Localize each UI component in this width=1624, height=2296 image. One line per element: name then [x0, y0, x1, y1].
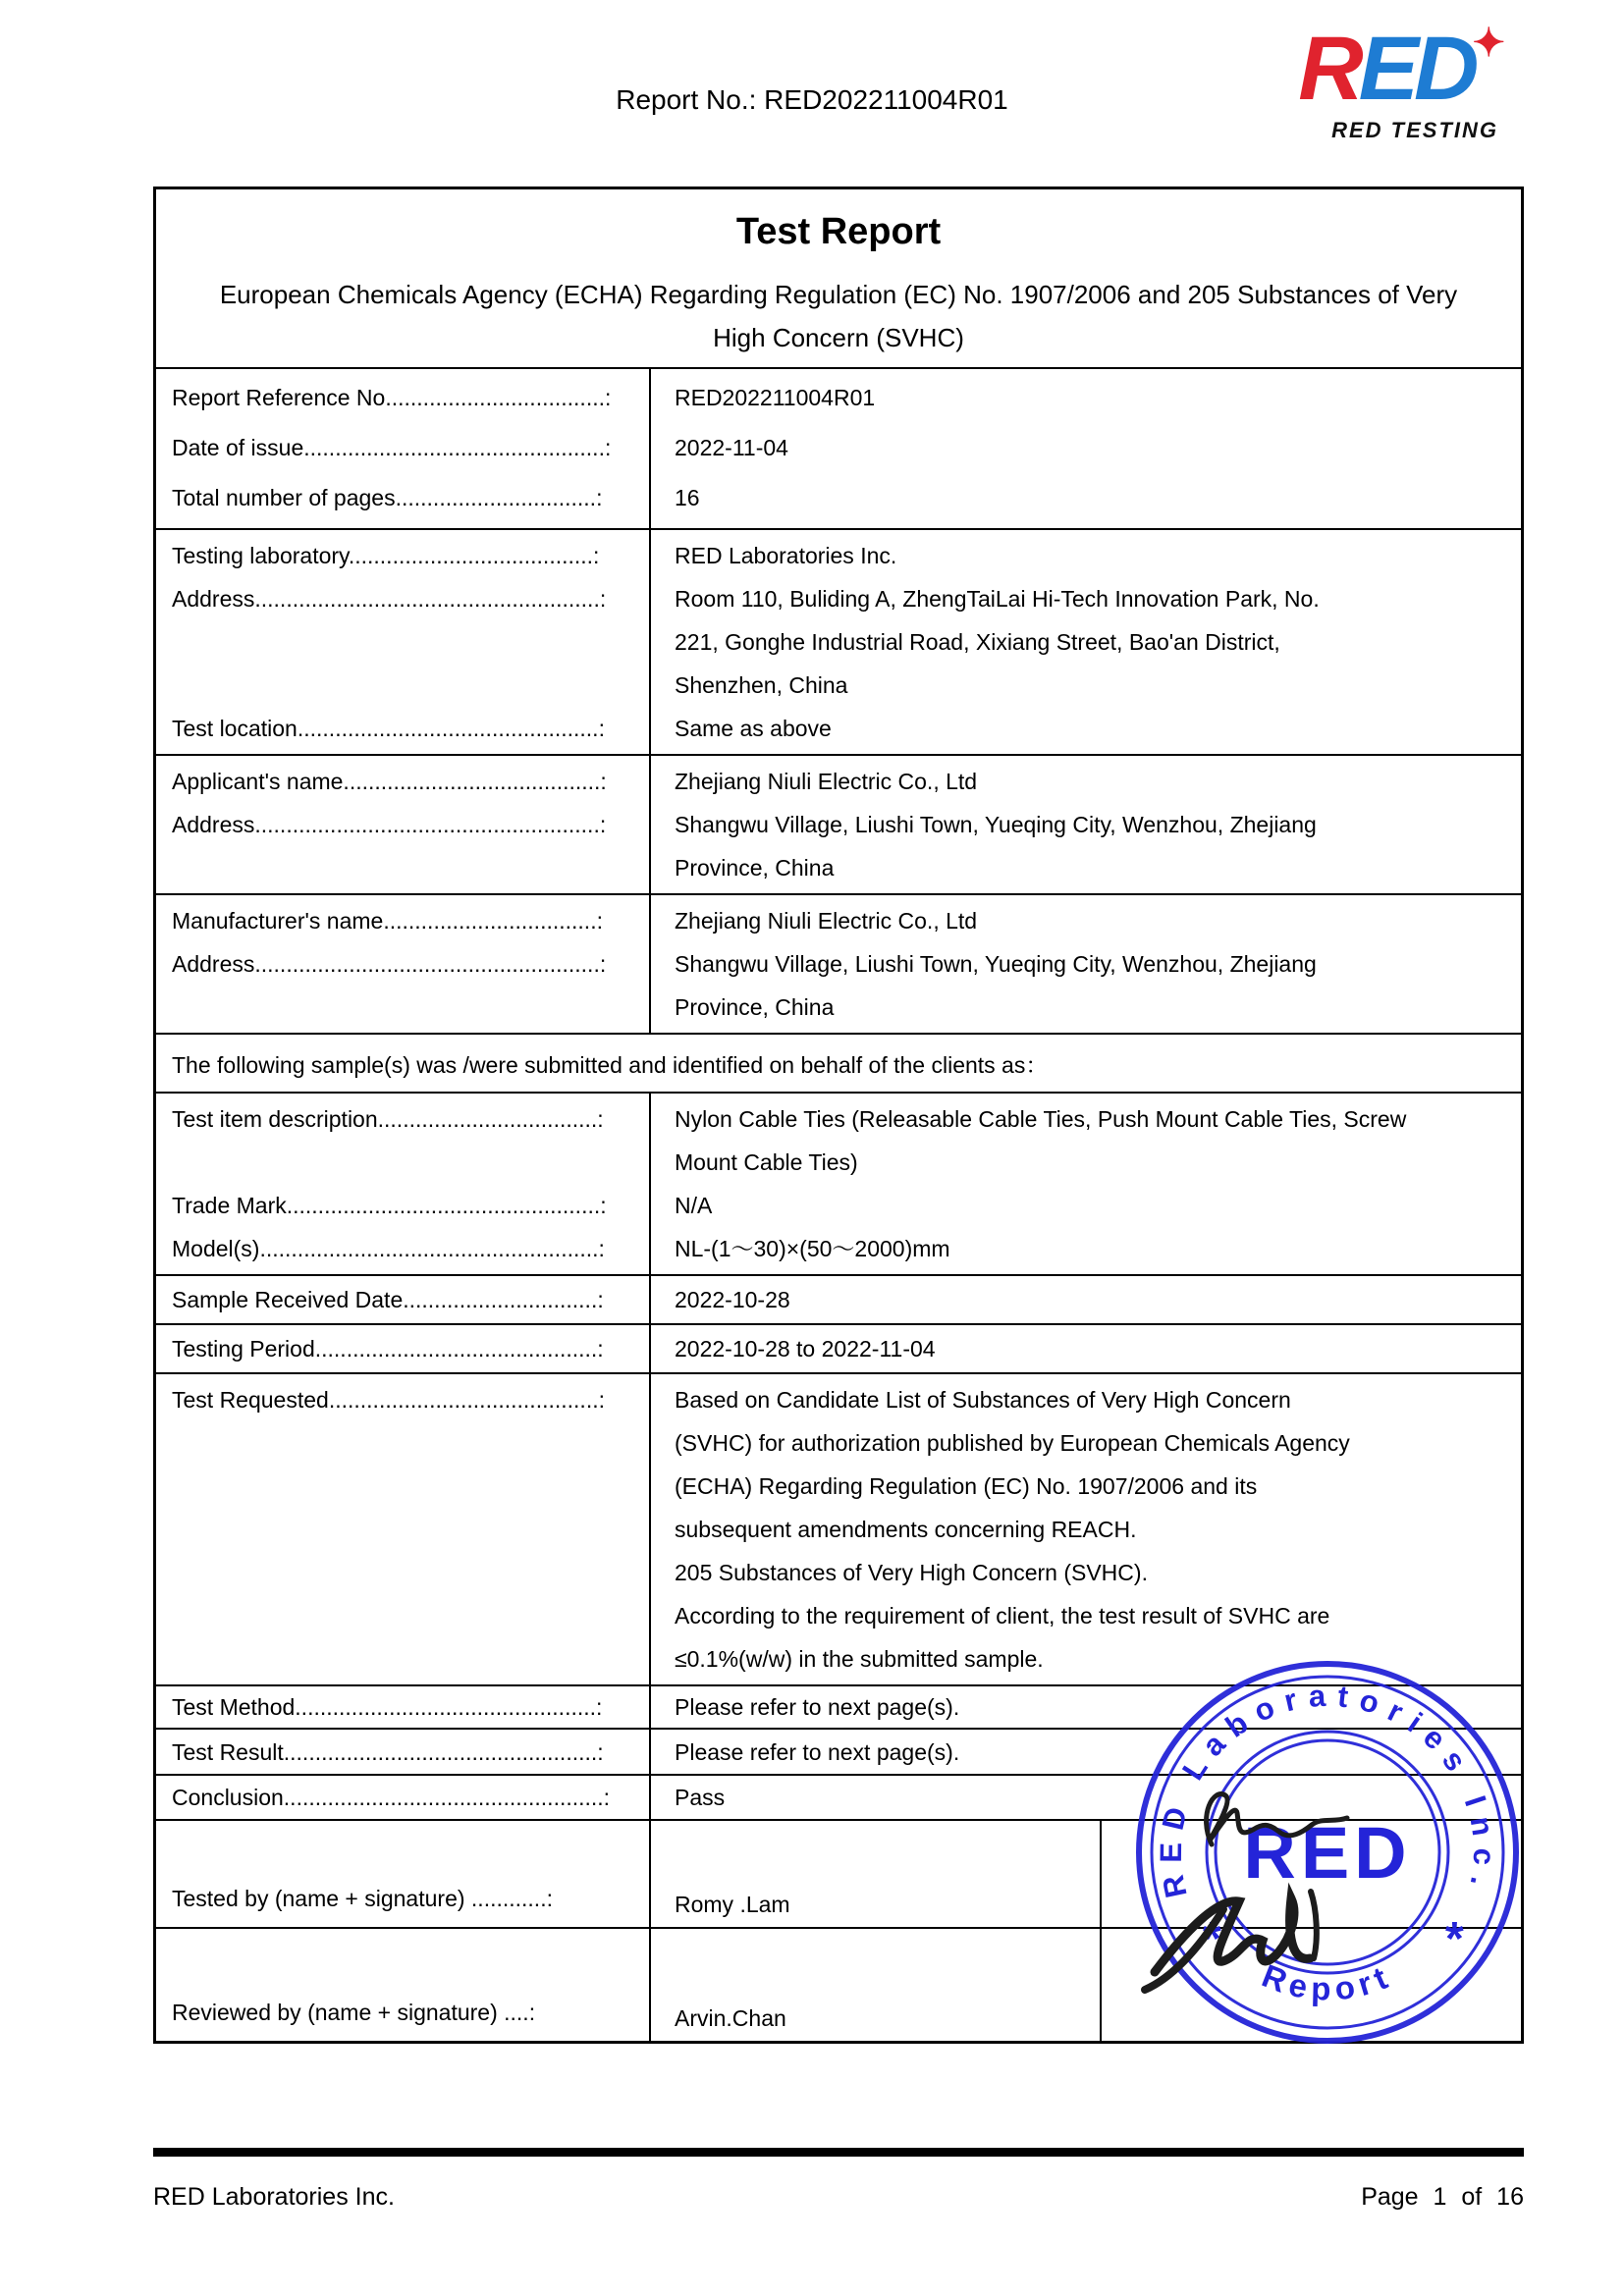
conclusion-label: Conclusion...................................................: — [172, 1785, 611, 1810]
manufacturer-label-cell — [156, 895, 651, 1033]
red-laboratories-stamp — [1121, 1646, 1534, 2058]
reference-value: 2022-11-04 — [675, 435, 788, 460]
sample-label: Trade Mark..................................................: — [172, 1193, 607, 1218]
reference-label: Total number of pages................................: — [172, 485, 603, 510]
reviewed-by-label-cell — [156, 1929, 651, 2041]
row-testing-period — [156, 1323, 1521, 1372]
note-text: The following sample(s) was /were submitted and identified on behalf of the clients as： — [172, 1051, 1049, 1078]
footer-rule — [153, 2148, 1524, 2157]
received-date-value: 2022-10-28 — [675, 1287, 790, 1312]
testing-period-label-cell — [156, 1325, 651, 1372]
manufacturer-value: Zhejiang Niuli Electric Co., Ltd — [675, 908, 978, 934]
red-testing-logo — [1298, 19, 1500, 142]
row-test-requested — [156, 1372, 1521, 1684]
tested-by-value: Romy .Lam — [675, 1892, 790, 1917]
reviewed-by-value: Arvin.Chan — [675, 2005, 786, 2031]
applicant-value-cell — [651, 756, 1521, 893]
stamp-arc-text: RED Laboratories Inc. — [1153, 1678, 1502, 1901]
laboratory-value: RED Laboratories Inc. — [675, 543, 897, 568]
manufacturer-label: Manufacturer's name..................................: — [172, 908, 603, 934]
test-requested-label-cell — [156, 1374, 651, 1684]
signature-arvin-main — [1155, 1898, 1310, 1972]
stamp-bottom-text: Report — [1257, 1956, 1398, 2007]
received-date-label-cell — [156, 1276, 651, 1323]
stamp-asterisk-left: * — [1203, 1913, 1221, 1965]
reference-value-cell — [651, 369, 1521, 528]
testing-period-label: Testing Period.............................................: — [172, 1336, 604, 1362]
test-result-label-cell — [156, 1730, 651, 1774]
applicant-value: Shangwu Village, Liushi Town, Yueqing City, Wenzhou, Zhejiang — [675, 812, 1317, 837]
laboratory-label-cell — [156, 530, 651, 754]
reviewed-by-label: Reviewed by (name + signature) ....: — [172, 2000, 536, 2025]
test-requested-value-cell — [651, 1374, 1521, 1684]
manufacturer-label — [172, 986, 645, 1029]
applicant-label-cell — [156, 756, 651, 893]
stamp-center-text: RED — [1243, 1812, 1412, 1894]
laboratory-value-cell — [651, 530, 1521, 754]
sample-value-cell — [651, 1094, 1521, 1274]
received-date-value-cell — [651, 1276, 1521, 1323]
laboratory-label — [172, 620, 645, 664]
test-requested-value: subsequent amendments concerning REACH. — [675, 1517, 1137, 1542]
laboratory-value: Shenzhen, China — [675, 672, 848, 698]
test-method-label-cell — [156, 1686, 651, 1728]
conclusion-label-cell — [156, 1776, 651, 1819]
laboratory-value: Room 110, Buliding A, ZhengTaiLai Hi-Tech Innovation Park, No. — [675, 586, 1320, 612]
tested-by-label-cell — [156, 1821, 651, 1927]
logo-letter-r: R — [1298, 19, 1359, 119]
sample-value: Mount Cable Ties) — [675, 1149, 858, 1175]
sample-label: Test item description...................................: — [172, 1106, 604, 1132]
test-requested-value: According to the requirement of client, the test result of SVHC are — [675, 1603, 1330, 1629]
sample-value: Nylon Cable Ties (Releasable Cable Ties, Push Mount Cable Ties, Screw — [675, 1106, 1407, 1132]
sample-label: Model(s)......................................................: — [172, 1236, 605, 1261]
laboratory-label: Test location................................................: — [172, 716, 605, 741]
test-requested-value: (ECHA) Regarding Regulation (EC) No. 1907/2006 and its — [675, 1473, 1258, 1499]
laboratory-label — [172, 664, 645, 707]
test-requested-value: (SVHC) for authorization published by European Chemicals Agency — [675, 1430, 1350, 1456]
conclusion-value: Pass — [675, 1785, 726, 1810]
row-laboratory — [156, 528, 1521, 754]
sample-label-cell — [156, 1094, 651, 1274]
test-requested-value: 205 Substances of Very High Concern (SVHC). — [675, 1560, 1148, 1585]
laboratory-value: 221, Gonghe Industrial Road, Xixiang Street, Bao'an District, — [675, 629, 1280, 655]
logo-letters-ed: ED — [1358, 19, 1475, 119]
received-date-label: Sample Received Date...............................: — [172, 1287, 604, 1312]
page-title: Test Report — [735, 211, 942, 252]
reviewed-by-value-cell — [651, 1929, 1102, 2041]
sample-value: N/A — [675, 1193, 713, 1218]
testing-period-value-cell — [651, 1325, 1521, 1372]
footer-company: RED Laboratories Inc. — [153, 2183, 395, 2211]
page-subtitle-line1: European Chemicals Agency (ECHA) Regarding Regulation (EC) No. 1907/2006 and 205 Substances of Very — [219, 280, 1458, 309]
signature-arvin-tail — [1311, 1892, 1317, 1958]
row-sample — [156, 1092, 1521, 1274]
row-note — [156, 1033, 1521, 1092]
manufacturer-value: Shangwu Village, Liushi Town, Yueqing City, Wenzhou, Zhejiang — [675, 951, 1317, 977]
footer-page-number: Page 1 of 16 — [1361, 2183, 1524, 2211]
row-received-date — [156, 1274, 1521, 1323]
title-block — [156, 189, 1521, 367]
test-method-label: Test Method................................................: — [172, 1694, 603, 1720]
applicant-label: Applicant's name.........................................: — [172, 769, 607, 794]
test-requested-label: Test Requested...........................................: — [172, 1387, 605, 1413]
row-reference — [156, 367, 1521, 528]
laboratory-value: Same as above — [675, 716, 832, 741]
sample-value: NL-(1～30)×(50～2000)mm — [675, 1236, 950, 1261]
reference-value: 16 — [675, 485, 700, 510]
footer — [153, 2183, 1524, 2212]
test-result-label: Test Result..................................................: — [172, 1738, 604, 1765]
stamp-asterisk-right: * — [1445, 1913, 1464, 1965]
reference-value: RED202211004R01 — [675, 385, 876, 410]
laboratory-label: Address.......................................................: — [172, 586, 607, 612]
laboratory-label: Testing laboratory.......................................: — [172, 543, 600, 568]
tested-by-value-cell — [651, 1821, 1102, 1927]
testing-period-value: 2022-10-28 to 2022-11-04 — [675, 1336, 936, 1362]
test-result-value: Please refer to next page(s). — [675, 1738, 960, 1765]
test-requested-value: Based on Candidate List of Substances of Very High Concern — [675, 1387, 1291, 1413]
reference-label: Report Reference No...................................: — [172, 385, 612, 410]
reference-label-cell — [156, 369, 651, 528]
report-number-header: Report No.: RED202211004R01 — [616, 84, 1008, 115]
page-subtitle-line2: High Concern (SVHC) — [713, 323, 964, 352]
applicant-label — [172, 846, 645, 889]
applicant-label: Address.......................................................: — [172, 812, 607, 837]
applicant-value: Zhejiang Niuli Electric Co., Ltd — [675, 769, 978, 794]
manufacturer-label: Address.......................................................: — [172, 951, 607, 977]
manufacturer-value: Province, China — [675, 994, 835, 1020]
logo-tagline: RED TESTING — [1331, 118, 1498, 142]
reference-label: Date of issue................................................: — [172, 435, 612, 460]
sample-label — [172, 1141, 645, 1184]
row-manufacturer — [156, 893, 1521, 1033]
logo-star-icon: ✦ — [1472, 22, 1500, 65]
test-method-value: Please refer to next page(s). — [675, 1694, 960, 1720]
row-applicant — [156, 754, 1521, 893]
manufacturer-value-cell — [651, 895, 1521, 1033]
applicant-value: Province, China — [675, 855, 835, 881]
test-requested-value: ≤0.1%(w/w) in the submitted sample. — [675, 1646, 1044, 1672]
tested-by-label: Tested by (name + signature) ............: — [172, 1886, 553, 1911]
